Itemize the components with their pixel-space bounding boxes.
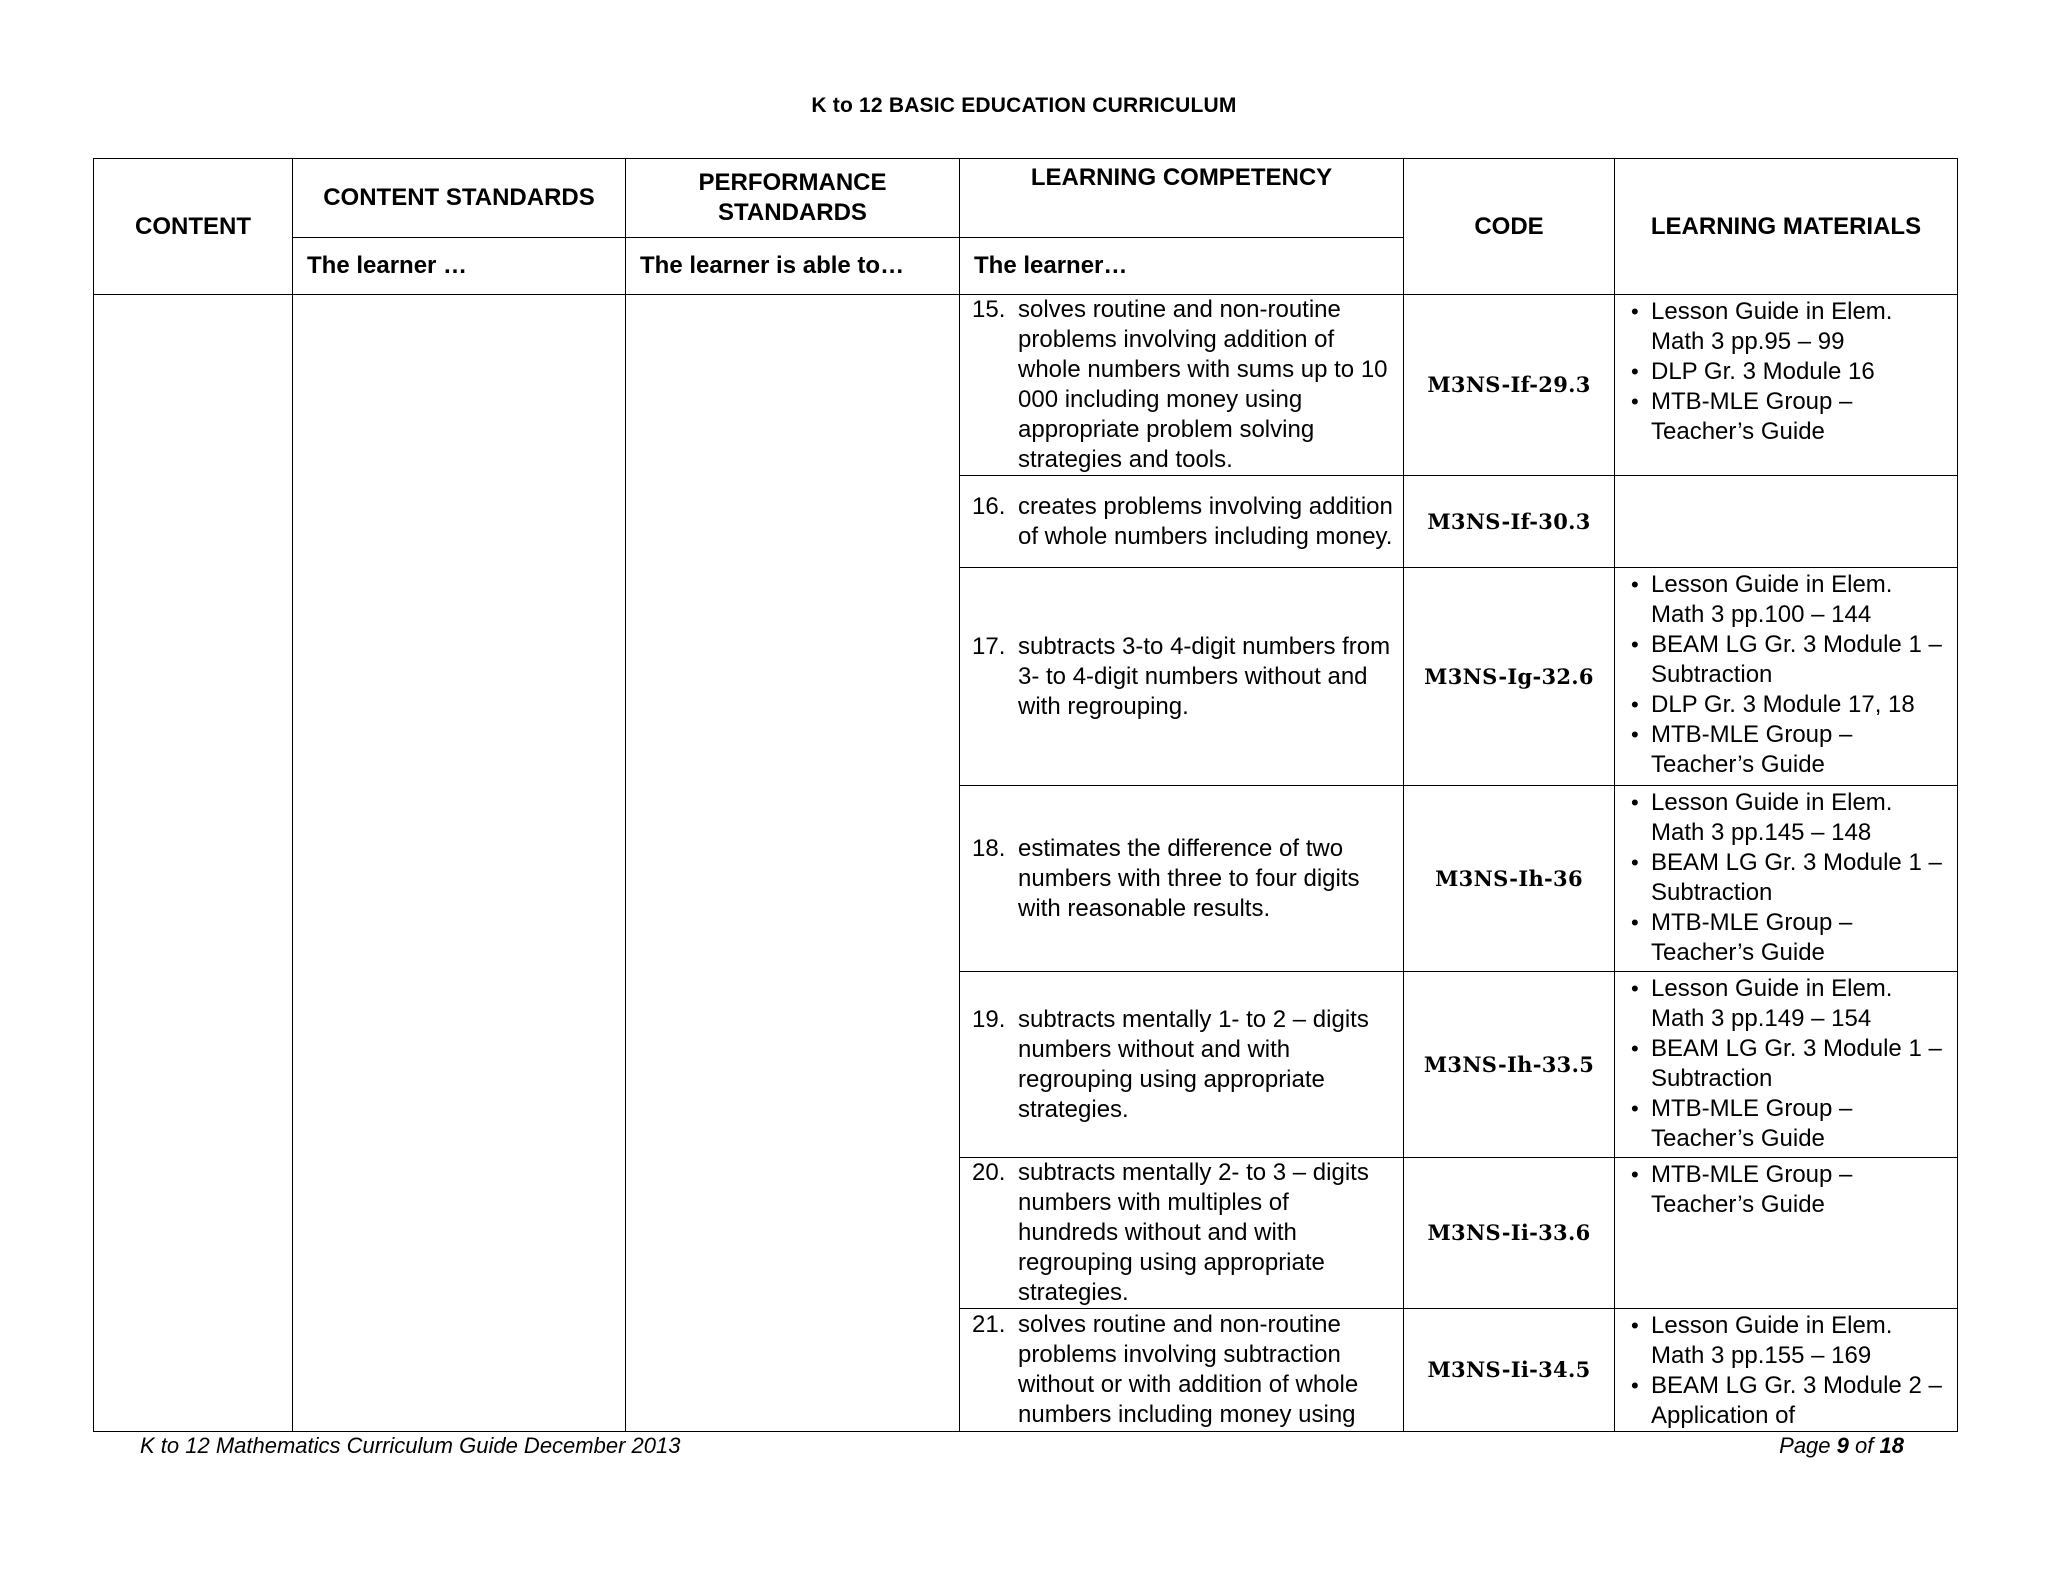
bullet-icon: •	[1631, 790, 1639, 815]
code-cell: M3NS-Ii-33.6	[1404, 1158, 1615, 1309]
bullet-icon: •	[1631, 850, 1639, 875]
bullet-icon: •	[1631, 976, 1639, 1001]
materials-cell	[1615, 295, 1958, 476]
list-item	[1631, 1034, 1949, 1094]
material-text: BEAM LG Gr. 3 Module 1 – Subtraction	[1651, 1035, 1942, 1092]
materials-cell	[1615, 1309, 1958, 1432]
header-learning-competency: LEARNING COMPETENCY	[960, 159, 1404, 238]
code-cell: M3NS-Ig-32.6	[1404, 568, 1615, 786]
code-cell: M3NS-Ih-33.5	[1404, 972, 1615, 1158]
competency-number: 21.	[972, 1311, 1006, 1338]
list-item	[1631, 387, 1949, 447]
bullet-icon: •	[1631, 722, 1639, 747]
material-text: Lesson Guide in Elem. Math 3 pp.155 – 169	[1651, 1312, 1893, 1369]
bullet-icon: •	[1631, 1096, 1639, 1121]
curriculum-table	[93, 158, 1958, 1432]
competency-number: 15.	[972, 296, 1006, 323]
bullet-icon: •	[1631, 572, 1639, 597]
materials-cell	[1615, 568, 1958, 786]
list-item	[1631, 1371, 1949, 1431]
list-item	[1631, 720, 1949, 780]
material-text: Lesson Guide in Elem. Math 3 pp.149 – 154	[1651, 975, 1893, 1032]
competency-cell	[960, 568, 1404, 786]
competency-number: 18.	[972, 834, 1006, 862]
materials-cell	[1615, 972, 1958, 1158]
header-performance-standards: PERFORMANCE STANDARDS	[626, 159, 960, 238]
material-text: MTB-MLE Group – Teacher’s Guide	[1651, 1095, 1853, 1152]
list-item	[1631, 788, 1949, 848]
materials-cell	[1615, 786, 1958, 972]
code-cell: M3NS-Ii-34.5	[1404, 1309, 1615, 1432]
content-standards-cell	[293, 295, 626, 1432]
header-content: CONTENT	[94, 159, 293, 295]
bullet-icon: •	[1631, 359, 1639, 384]
bullet-icon: •	[1631, 299, 1639, 324]
material-text: Lesson Guide in Elem. Math 3 pp.100 – 144	[1651, 571, 1893, 628]
document-header-title: K to 12 BASIC EDUCATION CURRICULUM	[811, 94, 1237, 117]
subheader-content-standards: The learner …	[293, 238, 626, 295]
competency-text: subtracts 3-to 4-digit numbers from 3- to 4-digit numbers without and with regrouping.	[1018, 632, 1391, 720]
page-label: Page	[1779, 1433, 1831, 1458]
list-item	[1631, 570, 1949, 630]
competency-text: solves routine and non-routine problems involving subtraction without or with addition of whole numbers including money using	[1018, 1311, 1359, 1428]
list-item	[1631, 848, 1949, 908]
material-text: Lesson Guide in Elem. Math 3 pp.145 – 148	[1651, 789, 1893, 846]
competency-cell	[960, 476, 1404, 568]
subheader-learning-competency: The learner…	[960, 238, 1404, 295]
bullet-icon: •	[1631, 389, 1639, 414]
bullet-icon: •	[1631, 1373, 1639, 1398]
list-item	[1631, 1311, 1949, 1371]
page-current: 9	[1836, 1433, 1849, 1458]
material-text: DLP Gr. 3 Module 17, 18	[1651, 691, 1915, 718]
material-text: BEAM LG Gr. 3 Module 2 – Application of	[1651, 1372, 1942, 1429]
content-cell	[94, 295, 293, 1432]
bullet-icon: •	[1631, 1036, 1639, 1061]
competency-text: creates problems involving addition of whole numbers including money.	[1018, 492, 1393, 550]
footer-page-number	[1779, 1433, 1904, 1459]
list-item	[1631, 1160, 1949, 1220]
header-learning-materials: LEARNING MATERIALS	[1615, 159, 1958, 295]
list-item	[1631, 297, 1949, 357]
header-code: CODE	[1404, 159, 1615, 295]
material-text: MTB-MLE Group – Teacher’s Guide	[1651, 721, 1853, 778]
material-text: MTB-MLE Group – Teacher’s Guide	[1651, 909, 1853, 966]
competency-text: estimates the difference of two numbers with three to four digits with reasonable results.	[1018, 834, 1360, 922]
competency-text: subtracts mentally 2- to 3 – digits numbers with multiples of hundreds without and with regrouping using appropriate strategies.	[1018, 1159, 1369, 1306]
performance-standards-cell	[626, 295, 960, 1432]
material-text: Lesson Guide in Elem. Math 3 pp.95 – 99	[1651, 298, 1893, 355]
list-item	[1631, 357, 1949, 387]
materials-cell	[1615, 476, 1958, 568]
table-row	[94, 295, 1958, 476]
list-item	[1631, 630, 1949, 690]
competency-cell	[960, 1309, 1404, 1432]
material-text: MTB-MLE Group – Teacher’s Guide	[1651, 388, 1853, 445]
competency-text: subtracts mentally 1- to 2 – digits numbers without and with regrouping using appropriate strategies.	[1018, 1005, 1369, 1123]
code-cell: M3NS-Ih-36	[1404, 786, 1615, 972]
of-label: of	[1855, 1433, 1874, 1458]
competency-cell	[960, 1158, 1404, 1309]
code-cell: M3NS-If-29.3	[1404, 295, 1615, 476]
list-item	[1631, 974, 1949, 1034]
page-total: 18	[1879, 1433, 1904, 1458]
bullet-icon: •	[1631, 910, 1639, 935]
competency-cell	[960, 786, 1404, 972]
material-text: BEAM LG Gr. 3 Module 1 – Subtraction	[1651, 631, 1942, 688]
footer-guide-title: K to 12 Mathematics Curriculum Guide December 2013	[140, 1433, 681, 1458]
material-text: DLP Gr. 3 Module 16	[1651, 358, 1875, 385]
competency-number: 20.	[972, 1159, 1006, 1186]
competency-text: solves routine and non-routine problems involving addition of whole numbers with sums up to 10 000 including money using appropriate problem solving strategies and tools.	[1018, 296, 1388, 473]
bullet-icon: •	[1631, 1313, 1639, 1338]
bullet-icon: •	[1631, 632, 1639, 657]
code-cell: M3NS-If-30.3	[1404, 476, 1615, 568]
materials-cell	[1615, 1158, 1958, 1309]
list-item	[1631, 690, 1949, 720]
material-text: BEAM LG Gr. 3 Module 1 – Subtraction	[1651, 849, 1942, 906]
header-content-standards: CONTENT STANDARDS	[293, 159, 626, 238]
subheader-performance-standards: The learner is able to…	[626, 238, 960, 295]
competency-number: 19.	[972, 1005, 1006, 1033]
material-text: MTB-MLE Group – Teacher’s Guide	[1651, 1161, 1853, 1218]
bullet-icon: •	[1631, 1162, 1639, 1187]
competency-number: 16.	[972, 492, 1006, 520]
list-item	[1631, 908, 1949, 968]
bullet-icon: •	[1631, 692, 1639, 717]
competency-cell	[960, 295, 1404, 476]
list-item	[1631, 1094, 1949, 1154]
competency-number: 17.	[972, 632, 1006, 660]
competency-cell	[960, 972, 1404, 1158]
